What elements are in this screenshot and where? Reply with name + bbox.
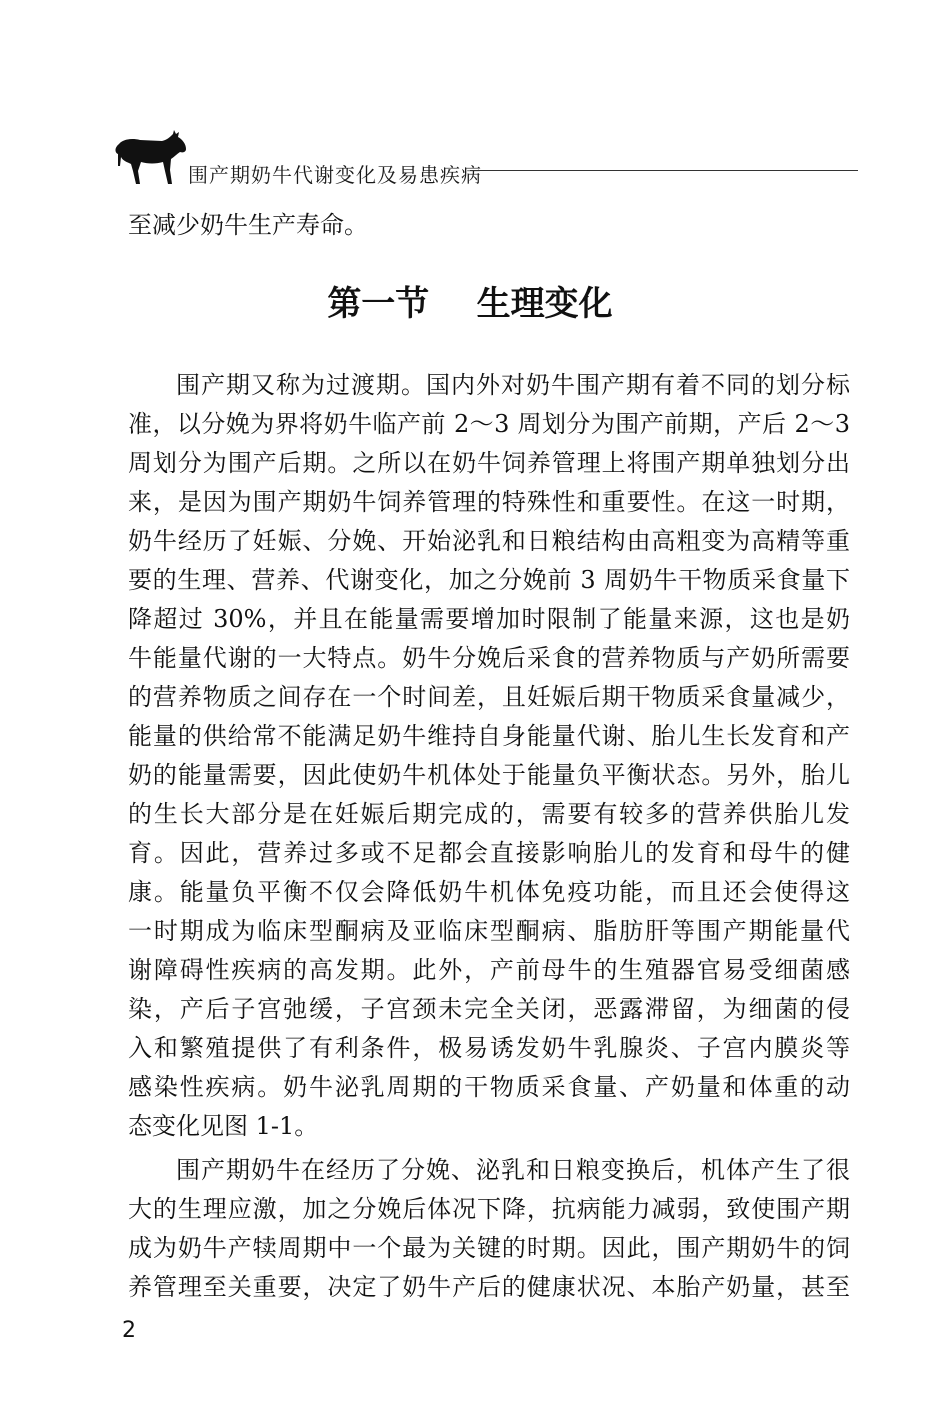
- header-rule: [470, 170, 858, 171]
- paragraph-1-line: 的生长大部分是在妊娠后期完成的，需要有较多的营养供胎儿发: [128, 800, 850, 828]
- paragraph-1-line: 染，产后子宫弛缓，子宫颈未完全关闭，恶露滞留，为细菌的侵: [128, 995, 850, 1023]
- running-header: [112, 126, 862, 188]
- paragraph-1-line: 奶的能量需要，因此使奶牛机体处于能量负平衡状态。另外，胎儿: [128, 761, 850, 789]
- paragraph-1-line: 周划分为围产后期。之所以在奶牛饲养管理上将围产期单独划分出: [128, 449, 850, 477]
- paragraph-1-line: 育。因此，营养过多或不足都会直接影响胎儿的发育和母牛的健: [128, 839, 850, 867]
- paragraph-1-line: 奶牛经历了妊娠、分娩、开始泌乳和日粮结构由高粗变为高精等重: [128, 527, 850, 555]
- paragraph-1-line: 准，以分娩为界将奶牛临产前 2～3 周划分为围产前期，产后 2～3: [128, 410, 850, 438]
- paragraph-1-line: 要的生理、营养、代谢变化，加之分娩前 3 周奶牛干物质采食量下: [128, 566, 850, 594]
- paragraph-1-line: 来，是因为围产期奶牛饲养管理的特殊性和重要性。在这一时期，: [128, 488, 850, 516]
- paragraph-1-line: 态变化见图 1-1。: [128, 1112, 319, 1140]
- paragraph-2-line: 养管理至关重要，决定了奶牛产后的健康状况、本胎产奶量，甚至: [128, 1273, 850, 1301]
- body-line-continuation: 至减少奶牛生产寿命。: [128, 211, 368, 239]
- paragraph-1-line: 入和繁殖提供了有利条件，极易诱发奶牛乳腺炎、子宫内膜炎等: [128, 1034, 850, 1062]
- paragraph-1-line: 康。能量负平衡不仅会降低奶牛机体免疫功能，而且还会使得这: [128, 878, 850, 906]
- header-title: 围产期奶牛代谢变化及易患疾病: [188, 163, 482, 187]
- paragraph-2-line: 围产期奶牛在经历了分娩、泌乳和日粮变换后，机体产生了很: [176, 1156, 850, 1184]
- page-number: 2: [122, 1318, 136, 1343]
- paragraph-2-line: 成为奶牛产犊周期中一个最为关键的时期。因此，围产期奶牛的饲: [128, 1234, 850, 1262]
- paragraph-1-line: 的营养物质之间存在一个时间差，且妊娠后期干物质采食量减少，: [128, 683, 850, 711]
- paragraph-1-line: 降超过 30%，并且在能量需要增加时限制了能量来源，这也是奶: [128, 605, 850, 633]
- paragraph-2-line: 大的生理应激，加之分娩后体况下降，抗病能力减弱，致使围产期: [128, 1195, 850, 1223]
- paragraph-1-line: 牛能量代谢的一大特点。奶牛分娩后采食的营养物质与产奶所需要: [128, 644, 850, 672]
- paragraph-1-line: 能量的供给常不能满足奶牛维持自身能量代谢、胎儿生长发育和产: [128, 722, 850, 750]
- paragraph-1-line: 围产期又称为过渡期。国内外对奶牛围产期有着不同的划分标: [176, 371, 850, 399]
- cow-icon: [112, 126, 188, 188]
- section-title: 第一节 生理变化: [327, 284, 613, 324]
- paragraph-1-line: 一时期成为临床型酮病及亚临床型酮病、脂肪肝等围产期能量代: [128, 917, 850, 945]
- paragraph-1-line: 谢障碍性疾病的高发期。此外，产前母牛的生殖器官易受细菌感: [128, 956, 850, 984]
- paragraph-1-line: 感染性疾病。奶牛泌乳周期的干物质采食量、产奶量和体重的动: [128, 1073, 850, 1101]
